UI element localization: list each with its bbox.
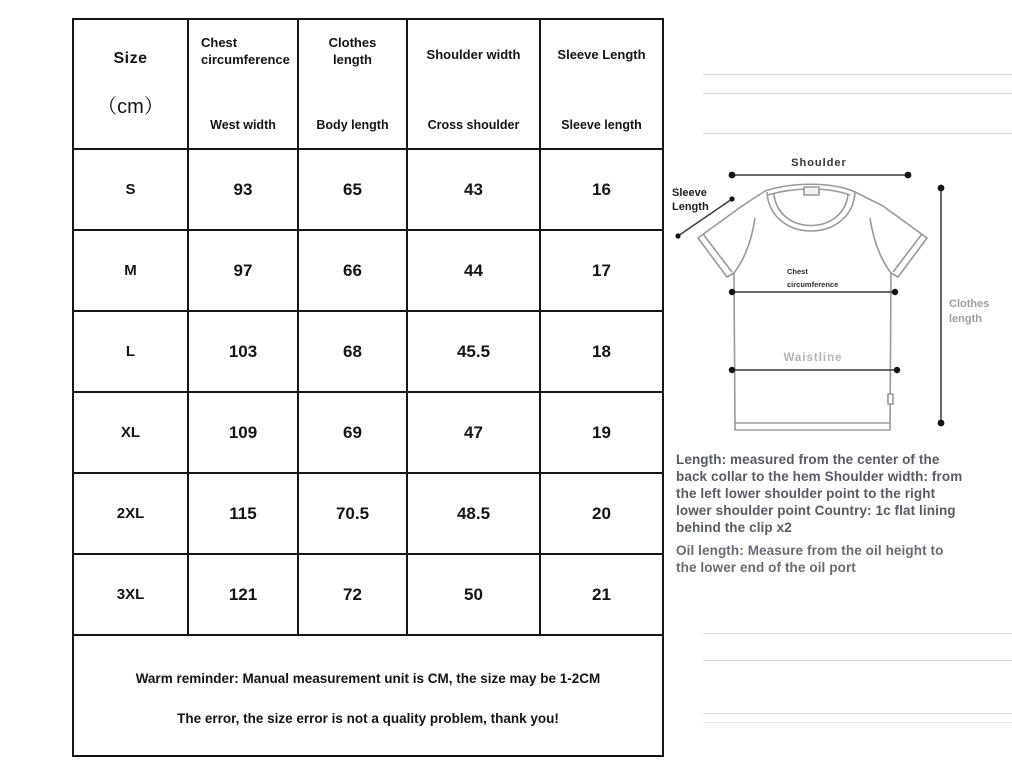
- divider-line: [703, 133, 1012, 134]
- header-sleeve-cell: [540, 19, 663, 149]
- table-row: [73, 230, 663, 311]
- clothes-value: 66: [298, 230, 407, 311]
- shoulder-value: 48.5: [407, 473, 540, 554]
- sleeve-length-label-line2: Length: [672, 201, 709, 213]
- clothes-length-label-line1: Clothes: [949, 298, 990, 310]
- size-value: S: [73, 149, 188, 230]
- header-clothes-cell: [298, 19, 407, 149]
- sleeve-value: 20: [540, 473, 663, 554]
- oil-length-note: Oil length: Measure from the oil height to the lower end of the oil port: [676, 543, 944, 575]
- measurement-notes: [676, 451, 966, 576]
- table-row: [73, 392, 663, 473]
- warm-reminder-cell: [73, 635, 663, 756]
- length-measure-note: Length: measured from the center of the back collar to the hem Shoulder width: from the left lower shoulder point to the right lower shoulder point Country: 1c flat lining behind the clip x2: [676, 452, 963, 535]
- chest-column-sublabel: West width: [210, 118, 276, 132]
- clothes-length-label-line2: length: [949, 313, 982, 325]
- size-value: XL: [73, 392, 188, 473]
- shoulder-value: 43: [407, 149, 540, 230]
- sleeve-value: 21: [540, 554, 663, 635]
- sleeve-column-sublabel: Sleeve length: [561, 118, 642, 132]
- clothes-value: 65: [298, 149, 407, 230]
- unit-header-label: （cm）: [97, 95, 164, 118]
- sleeve-length-label-line1: Sleeve: [672, 187, 707, 199]
- chest-label-line2: circumference: [787, 280, 839, 289]
- clothes-column-label: Clothes length: [328, 35, 377, 67]
- table-row: [73, 554, 663, 635]
- collar-tag: [804, 187, 819, 195]
- sleeve-value: 19: [540, 392, 663, 473]
- clothes-value: 70.5: [298, 473, 407, 554]
- sleeve-value: 16: [540, 149, 663, 230]
- size-value: M: [73, 230, 188, 311]
- size-value: L: [73, 311, 188, 392]
- sleeve-value: 18: [540, 311, 663, 392]
- header-chest-cell: [188, 19, 298, 149]
- table-footer-row: [73, 635, 663, 756]
- chest-value: 115: [188, 473, 298, 554]
- shoulder-value: 47: [407, 392, 540, 473]
- size-value: 2XL: [73, 473, 188, 554]
- tshirt-measurement-diagram: [670, 140, 1012, 450]
- table-row: [73, 149, 663, 230]
- chest-value: 121: [188, 554, 298, 635]
- clothes-value: 72: [298, 554, 407, 635]
- divider-line: [703, 74, 1012, 75]
- tshirt-outline: [698, 184, 927, 430]
- chest-label-line1: Chest: [787, 267, 808, 276]
- sleeve-column-label: Sleeve Length: [557, 47, 646, 62]
- shoulder-value: 44: [407, 230, 540, 311]
- sleeve-value: 17: [540, 230, 663, 311]
- shoulder-column-label: Shoulder width: [426, 47, 521, 62]
- clothes-value: 68: [298, 311, 407, 392]
- shoulder-value: 45.5: [407, 311, 540, 392]
- size-value: 3XL: [73, 554, 188, 635]
- shoulder-label: Shoulder: [791, 157, 847, 169]
- table-row: [73, 311, 663, 392]
- clothes-value: 69: [298, 392, 407, 473]
- warm-reminder-line2: The error, the size error is not a quality problem, thank you!: [177, 711, 559, 726]
- divider-line: [703, 713, 1012, 714]
- size-header-label: Size: [113, 49, 148, 67]
- header-shoulder-cell: [407, 19, 540, 149]
- table-header-row: [73, 19, 663, 149]
- waistline-label: Waistline: [783, 352, 843, 364]
- chest-column-label: Chest circumference: [201, 35, 290, 67]
- divider-line: [703, 722, 1012, 723]
- warm-reminder-line1: Warm reminder: Manual measurement unit is CM, the size may be 1-2CM: [135, 671, 601, 686]
- divider-line: [703, 93, 1012, 94]
- chest-value: 93: [188, 149, 298, 230]
- chest-value: 103: [188, 311, 298, 392]
- header-size-cell: [73, 19, 188, 149]
- divider-line: [703, 633, 1012, 634]
- table-row: [73, 473, 663, 554]
- chest-value: 109: [188, 392, 298, 473]
- chest-value: 97: [188, 230, 298, 311]
- shoulder-value: 50: [407, 554, 540, 635]
- shoulder-column-sublabel: Cross shoulder: [427, 118, 520, 132]
- side-tag: [888, 394, 893, 404]
- clothes-column-sublabel: Body length: [316, 118, 389, 132]
- divider-line: [703, 660, 1012, 661]
- size-table: [72, 18, 664, 757]
